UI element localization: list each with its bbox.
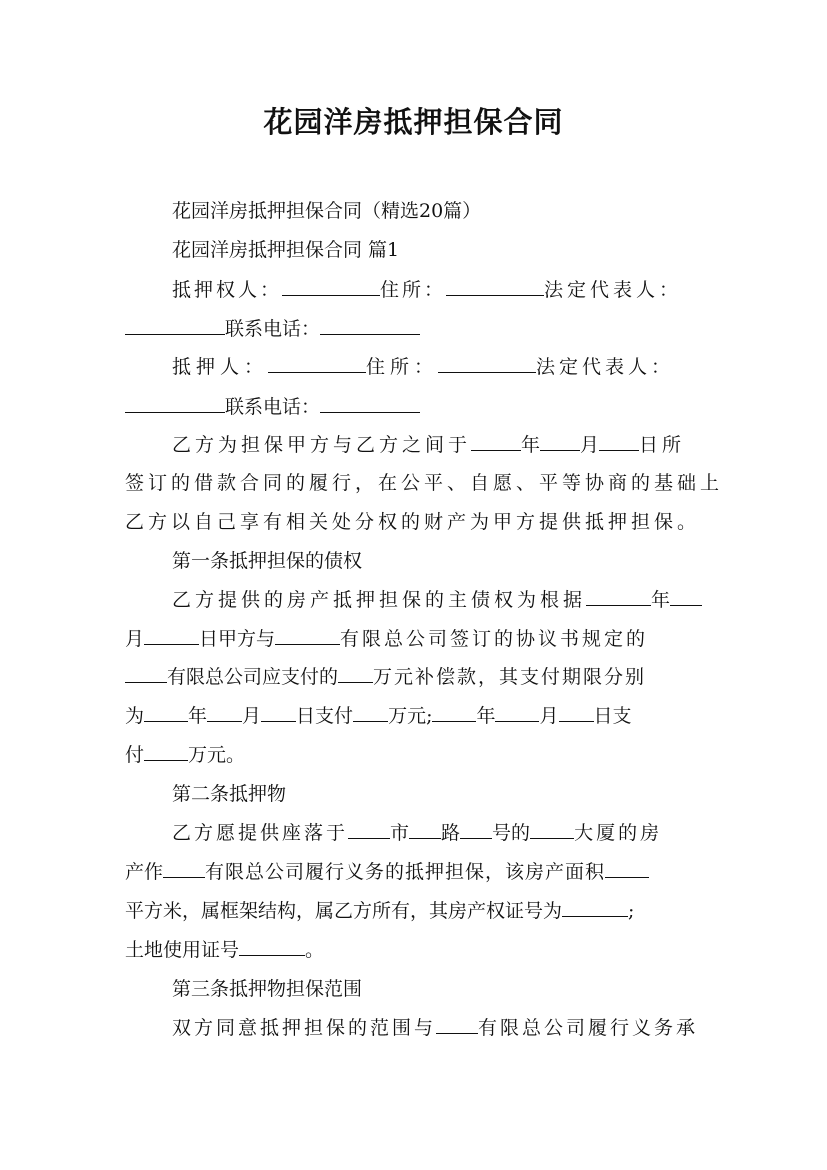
text-line bbox=[172, 781, 705, 807]
text-run: 万元; bbox=[388, 705, 433, 727]
blank-field bbox=[163, 860, 205, 878]
text-run: 号的 bbox=[492, 822, 531, 844]
blank-field bbox=[338, 665, 373, 683]
text-line bbox=[125, 316, 705, 342]
text-run: 乙方以自己享有相关处分权的财产为甲方提供抵押担保。 bbox=[125, 511, 701, 533]
text-run: 年 bbox=[188, 705, 208, 727]
text-line bbox=[125, 937, 705, 963]
text-run: 月 bbox=[580, 434, 600, 456]
blank-field bbox=[125, 317, 225, 335]
text-run: 花园洋房抵押担保合同 篇1 bbox=[172, 239, 400, 261]
text-run: 乙方为担保甲方与乙方之间于 bbox=[172, 434, 472, 456]
blank-field bbox=[495, 704, 539, 722]
text-line bbox=[125, 742, 705, 768]
text-line bbox=[125, 626, 705, 652]
text-line bbox=[125, 859, 705, 885]
text-run: 年 bbox=[651, 589, 671, 611]
blank-field bbox=[261, 704, 296, 722]
text-line bbox=[172, 1015, 705, 1041]
text-line bbox=[172, 820, 705, 846]
blank-field bbox=[125, 395, 225, 413]
text-run: 住所： bbox=[380, 279, 447, 301]
text-run: 付 bbox=[125, 744, 145, 766]
text-line bbox=[125, 664, 705, 690]
text-line bbox=[125, 898, 705, 924]
blank-field bbox=[144, 743, 188, 761]
text-run: 市 bbox=[390, 822, 410, 844]
blank-field bbox=[353, 704, 388, 722]
blank-field bbox=[670, 588, 702, 606]
text-line bbox=[125, 470, 724, 496]
text-line bbox=[172, 432, 705, 458]
text-run: 有限总公司应支付的 bbox=[167, 666, 339, 688]
text-run: 联系电话： bbox=[225, 396, 321, 418]
blank-field bbox=[409, 821, 441, 839]
text-run: 有限总公司签订的协议书规定的 bbox=[340, 628, 649, 650]
text-run: 日甲方与 bbox=[199, 628, 276, 650]
text-run: 第二条抵押物 bbox=[172, 783, 287, 805]
text-run: 住所： bbox=[366, 356, 439, 378]
text-run: 日所 bbox=[639, 434, 686, 456]
text-line bbox=[172, 976, 705, 1002]
text-line bbox=[125, 394, 705, 420]
text-run: 月 bbox=[539, 705, 559, 727]
text-run: 乙方愿提供座落于 bbox=[172, 822, 349, 844]
text-run: 万元补偿款，其支付期限分别 bbox=[373, 666, 647, 688]
text-run: 双方同意抵押担保的范围与 bbox=[172, 1017, 437, 1039]
text-run: 日支付 bbox=[296, 705, 354, 727]
text-line bbox=[172, 277, 705, 303]
text-run: 抵押人： bbox=[172, 356, 269, 378]
blank-field bbox=[125, 665, 167, 683]
blank-field bbox=[438, 355, 536, 373]
text-run: ; bbox=[628, 900, 635, 922]
text-run: 联系电话： bbox=[225, 318, 321, 340]
blank-field bbox=[460, 821, 492, 839]
blank-field bbox=[586, 588, 651, 606]
text-line bbox=[172, 237, 705, 263]
text-run: 月 bbox=[125, 628, 145, 650]
blank-field bbox=[446, 278, 544, 296]
blank-field bbox=[282, 278, 380, 296]
blank-field bbox=[144, 627, 199, 645]
blank-field bbox=[605, 860, 649, 878]
text-run: 日支 bbox=[593, 705, 632, 727]
blank-field bbox=[559, 704, 594, 722]
text-run: 第一条抵押担保的债权 bbox=[172, 550, 363, 572]
text-run: 法定代表人： bbox=[544, 279, 683, 301]
blank-field bbox=[540, 433, 580, 451]
blank-field bbox=[320, 395, 420, 413]
text-run: 有限总公司履行义务承 bbox=[478, 1017, 699, 1039]
text-run: 路 bbox=[441, 822, 461, 844]
text-line bbox=[172, 354, 705, 380]
blank-field bbox=[530, 821, 574, 839]
blank-field bbox=[436, 1016, 478, 1034]
text-run: 法定代表人： bbox=[536, 356, 675, 378]
blank-field bbox=[320, 317, 420, 335]
text-run: 年 bbox=[521, 434, 541, 456]
text-run: 年 bbox=[476, 705, 496, 727]
text-run: 有限总公司履行义务的抵押担保，该房产面积 bbox=[205, 861, 606, 883]
text-line bbox=[172, 198, 705, 224]
blank-field bbox=[348, 821, 390, 839]
text-line bbox=[125, 703, 705, 729]
blank-field bbox=[239, 938, 305, 956]
text-run: 乙方提供的房产抵押担保的主债权为根据 bbox=[172, 589, 587, 611]
text-run: 。 bbox=[305, 939, 325, 961]
blank-field bbox=[471, 433, 521, 451]
blank-field bbox=[207, 704, 242, 722]
text-run: 第三条抵押物担保范围 bbox=[172, 978, 363, 1000]
text-run: 月 bbox=[242, 705, 262, 727]
text-line bbox=[172, 587, 705, 613]
text-line bbox=[125, 509, 705, 535]
text-run: 抵押权人： bbox=[172, 279, 283, 301]
blank-field bbox=[562, 899, 628, 917]
text-run: 土地使用证号 bbox=[125, 939, 240, 961]
text-run: 产作 bbox=[125, 861, 164, 883]
document-title: 花园洋房抵押担保合同 bbox=[263, 105, 564, 139]
text-line bbox=[172, 548, 705, 574]
text-run: 平方米，属框架结构，属乙方所有，其房产权证号为 bbox=[125, 900, 563, 922]
text-run: 签订的借款合同的履行，在公平、自愿、平等协商的基础上 bbox=[125, 472, 724, 494]
blank-field bbox=[599, 433, 639, 451]
blank-field bbox=[275, 627, 340, 645]
text-run: 花园洋房抵押担保合同（精选20篇） bbox=[172, 200, 482, 222]
blank-field bbox=[144, 704, 188, 722]
text-run: 大厦的房 bbox=[574, 822, 663, 844]
text-run: 为 bbox=[125, 705, 145, 727]
blank-field bbox=[268, 355, 366, 373]
text-run: 万元。 bbox=[188, 744, 246, 766]
blank-field bbox=[432, 704, 476, 722]
